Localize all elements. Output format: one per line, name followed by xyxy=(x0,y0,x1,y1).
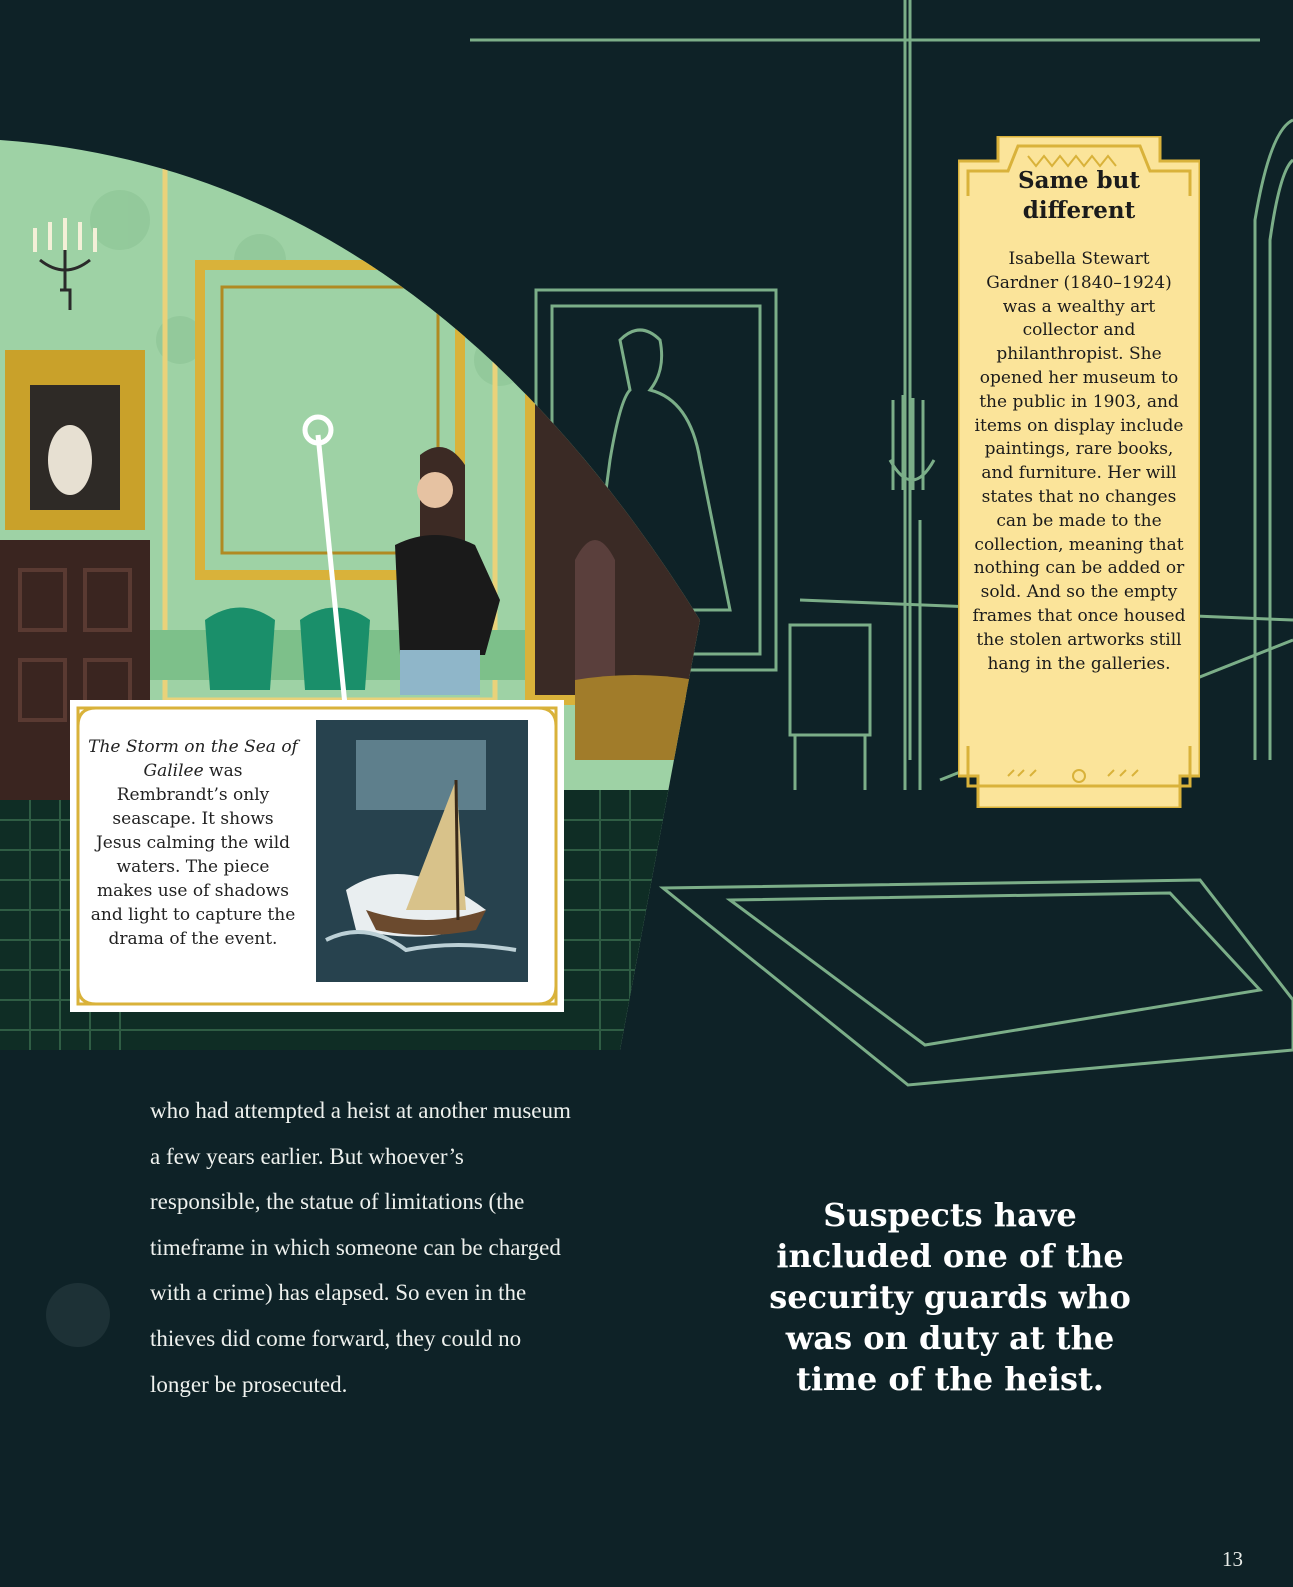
caption-description: was Rembrandt’s only seascape. It shows Jesus calming the wild waters. The piece makes use of shadows and light to capture the drama of the event. xyxy=(90,761,296,949)
caption-text xyxy=(88,735,298,951)
body-text: who had attempted a heist at another museum a few years earlier. But whoever’s responsible, the statue of limitations (the timeframe in which someone can be charged with a crime) has elapsed. So even in the thieves did come forward, they could no longer be prosecuted. xyxy=(150,1098,571,1397)
sidebar-title: Same but different xyxy=(1018,167,1140,224)
pull-quote: Suspects have included one of the security guards who was on duty at the time of the heist. xyxy=(769,1196,1131,1398)
storm-painting-image xyxy=(316,720,528,982)
sidebar-box xyxy=(958,136,1200,808)
publisher-watermark xyxy=(46,1283,110,1347)
caption-card xyxy=(70,700,564,1012)
page-number: 13 xyxy=(1222,1547,1243,1571)
sidebar-body: Isabella Stewart Gardner (1840–1924) was a wealthy art collector and philanthropist. She opened her museum to the public in 1903, and items on display include paintings, rare books, and furniture. Her will states that no changes can be made to the collection, meaning that nothing can be added or sold. And so the empty frames that once housed the stolen artworks still hang in the galleries. xyxy=(972,249,1186,674)
artwork-title: The Storm on the Sea of Galilee xyxy=(88,737,298,781)
